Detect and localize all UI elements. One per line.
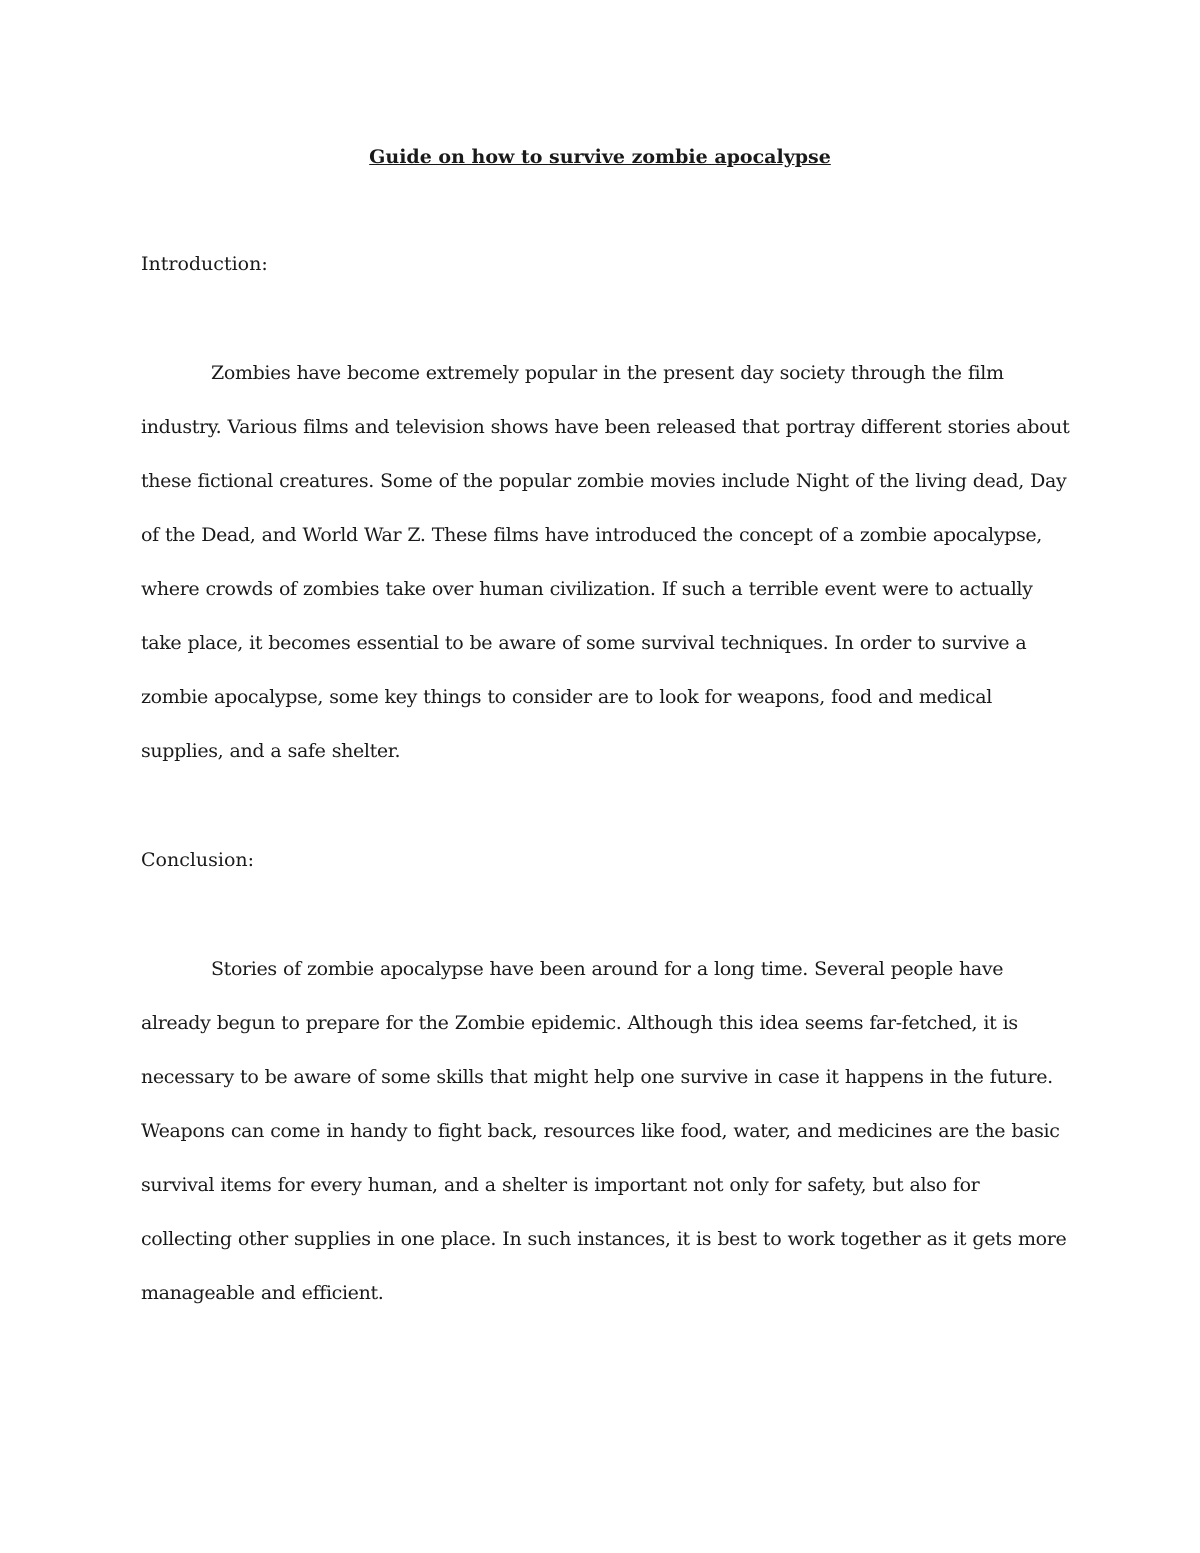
document-title: Guide on how to survive zombie apocalypse [369,146,831,168]
conclusion-paragraph: Stories of zombie apocalypse have been around for a long time. Several people have already begun to prepare for the Zombie epidemic. Although this idea seems far-fetched, it is necessary to be aware of some skills that might help one survive in case it happens in the future. Weapons can come in handy to fight back, resources like food, water, and medicines are the basic survival items for every human, and a shelter is important not only for safety, but also for collecting other supplies in one place. In such instances, it is best to work together as it gets more manageable and efficient. [141,958,1067,1304]
conclusion-heading: Conclusion: [141,849,255,871]
introduction-heading: Introduction: [141,253,268,275]
introduction-paragraph: Zombies have become extremely popular in the present day society through the film industry. Various films and television shows have been released that portray different stories about these fictional creatures. Some of the popular zombie movies include Night of the living dead, Day of the Dead, and World War Z. These films have introduced the concept of a zombie apocalypse, where crowds of zombies take over human civilization. If such a terrible event were to actually take place, it becomes essential to be aware of some survival techniques. In order to survive a zombie apocalypse, some key things to consider are to look for weapons, food and medical supplies, and a safe shelter. [141,362,1070,762]
